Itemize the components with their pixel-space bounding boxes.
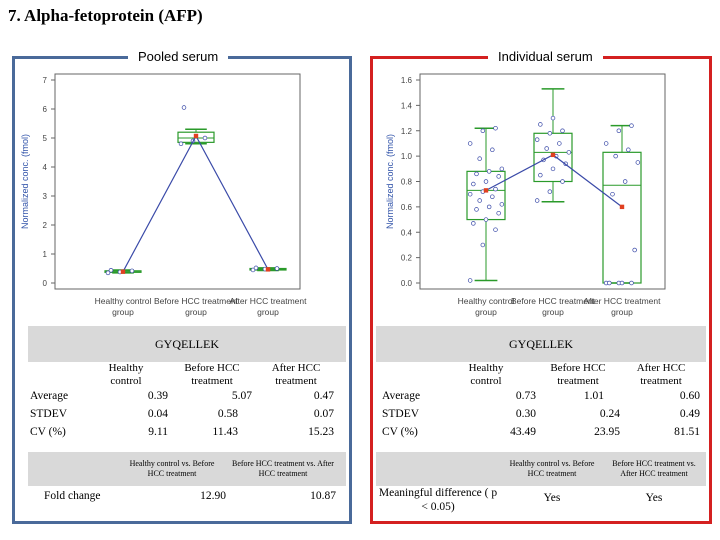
individual-point-2-7 bbox=[623, 180, 627, 184]
right-header-healthy: Healthy control bbox=[468, 362, 504, 387]
individual-point-1-3 bbox=[538, 173, 542, 177]
individual-point-1-11 bbox=[535, 138, 539, 142]
right-average-before: 1.01 bbox=[583, 390, 604, 402]
left-stdev-healthy: 0.04 bbox=[147, 408, 168, 420]
individual-point-1-0 bbox=[535, 199, 539, 203]
individual-point-0-7 bbox=[487, 205, 491, 209]
left-compare-label: Fold change bbox=[44, 490, 101, 502]
individual-point-1-1 bbox=[548, 190, 552, 194]
pooled-ytick-label-1: 1 bbox=[42, 250, 47, 259]
right-row-stdev: STDEV bbox=[382, 408, 420, 420]
individual-point-0-1 bbox=[481, 243, 485, 247]
left-cv-before: 11.43 bbox=[212, 426, 238, 438]
right-header-after: After HCC treatment bbox=[636, 362, 686, 387]
left-row-stdev: STDEV bbox=[30, 408, 68, 420]
right-difference-1: Yes bbox=[543, 492, 561, 504]
individual-xlabel-2-a: After HCC treatment bbox=[583, 296, 661, 306]
right-row-average: Average bbox=[382, 390, 421, 402]
right-stdev-after: 0.49 bbox=[679, 408, 700, 420]
individual-point-2-2 bbox=[630, 281, 634, 285]
pooled-point-0-3 bbox=[109, 268, 113, 272]
left-peptide-label: GYQELLEK bbox=[155, 337, 219, 351]
left-foldchange-2: 10.87 bbox=[310, 490, 336, 502]
individual-xlabel-0-b: group bbox=[475, 307, 497, 317]
individual-point-2-10 bbox=[626, 148, 630, 152]
individual-point-0-4 bbox=[484, 218, 488, 222]
left-header-after: After HCC treatment bbox=[271, 362, 321, 387]
left-row-cv: CV (%) bbox=[30, 426, 66, 438]
pooled-ytick-label-7: 7 bbox=[42, 76, 47, 85]
pooled-point-0-2 bbox=[130, 269, 134, 273]
right-cv-before: 23.95 bbox=[594, 426, 620, 438]
individual-point-0-6 bbox=[475, 208, 479, 212]
individual-xlabel-1-b: group bbox=[542, 307, 564, 317]
individual-point-1-15 bbox=[551, 116, 555, 120]
individual-ylabel: Normalized conc. (fmol) bbox=[385, 133, 395, 230]
left-compare-header-2: Before HCC treatment vs. After HCC treatment bbox=[232, 459, 334, 478]
individual-point-0-19 bbox=[500, 167, 504, 171]
right-stdev-healthy: 0.30 bbox=[515, 408, 536, 420]
pooled-ytick-label-5: 5 bbox=[42, 134, 47, 143]
left-average-healthy: 0.39 bbox=[147, 390, 168, 402]
right-average-after: 0.60 bbox=[679, 390, 700, 402]
left-stdev-before: 0.58 bbox=[217, 408, 238, 420]
pooled-xlabel-1-a: Before HCC treatment bbox=[153, 296, 239, 306]
pooled-serum-label: Pooled serum bbox=[128, 49, 228, 64]
individual-point-0-18 bbox=[487, 169, 491, 173]
pooled-mean-marker-0 bbox=[121, 269, 125, 273]
pooled-mean-line bbox=[123, 136, 268, 272]
pooled-xlabel-2-a: After HCC treatment bbox=[229, 296, 307, 306]
individual-point-0-22 bbox=[468, 142, 472, 146]
individual-ytick-label-5: 1.0 bbox=[400, 152, 412, 162]
individual-point-0-0 bbox=[468, 279, 472, 283]
individual-point-2-9 bbox=[614, 154, 618, 158]
individual-point-2-13 bbox=[630, 124, 634, 128]
individual-point-0-5 bbox=[497, 211, 501, 215]
individual-ytick-label-8: 1.6 bbox=[400, 76, 412, 85]
pooled-xlabel-1-b: group bbox=[185, 307, 207, 317]
individual-mean-line bbox=[486, 155, 622, 207]
individual-point-1-4 bbox=[551, 167, 555, 171]
left-average-before: 5.07 bbox=[231, 390, 252, 402]
right-peptide-label: GYQELLEK bbox=[509, 337, 573, 351]
individual-point-0-15 bbox=[484, 180, 488, 184]
individual-point-0-24 bbox=[494, 126, 498, 130]
individual-point-2-6 bbox=[611, 192, 615, 196]
pooled-plot-area bbox=[55, 74, 300, 289]
individual-xlabel-2-b: group bbox=[611, 307, 633, 317]
left-cv-after: 15.23 bbox=[308, 426, 334, 438]
individual-point-1-8 bbox=[567, 150, 571, 154]
pooled-point-1-0 bbox=[179, 142, 183, 146]
individual-mean-marker-2 bbox=[620, 205, 624, 209]
pooled-xlabel-0-b: group bbox=[112, 307, 134, 317]
individual-point-0-21 bbox=[490, 148, 494, 152]
individual-point-0-11 bbox=[468, 192, 472, 196]
individual-point-0-10 bbox=[490, 195, 494, 199]
pooled-ytick-label-3: 3 bbox=[42, 192, 47, 201]
individual-point-0-3 bbox=[471, 221, 475, 225]
right-cv-healthy: 43.49 bbox=[510, 426, 536, 438]
pooled-point-2-2 bbox=[275, 267, 279, 271]
individual-ytick-label-6: 1.2 bbox=[400, 126, 412, 136]
left-header-healthy: Healthy control bbox=[108, 362, 144, 387]
individual-point-1-10 bbox=[557, 142, 561, 146]
individual-point-1-14 bbox=[538, 123, 542, 127]
pooled-point-1-3 bbox=[182, 106, 186, 110]
pooled-ytick-label-0: 0 bbox=[42, 279, 47, 288]
pooled-xlabel-2-b: group bbox=[257, 307, 279, 317]
individual-xlabel-1-a: Before HCC treatment bbox=[510, 296, 596, 306]
individual-ytick-label-4: 0.8 bbox=[400, 177, 412, 187]
right-compare-label: Meaningful difference ( p < 0.05) bbox=[378, 487, 498, 513]
individual-point-2-11 bbox=[604, 142, 608, 146]
individual-point-0-16 bbox=[497, 175, 501, 179]
individual-mean-marker-0 bbox=[484, 188, 488, 192]
pooled-ytick-label-6: 6 bbox=[42, 105, 47, 114]
right-cv-after: 81.51 bbox=[674, 426, 700, 438]
pooled-point-2-3 bbox=[254, 266, 258, 270]
individual-serum-label: Individual serum bbox=[488, 49, 603, 64]
page-title: 7. Alpha-fetoprotein (AFP) bbox=[8, 6, 203, 25]
right-difference-2: Yes bbox=[645, 492, 663, 504]
left-row-average: Average bbox=[30, 390, 69, 402]
individual-mean-marker-1 bbox=[551, 153, 555, 157]
pooled-mean-marker-2 bbox=[266, 267, 270, 271]
individual-point-2-4 bbox=[620, 281, 624, 285]
individual-point-1-2 bbox=[561, 180, 565, 184]
individual-point-0-14 bbox=[471, 182, 475, 186]
pooled-point-1-2 bbox=[203, 136, 207, 140]
left-foldchange-1: 12.90 bbox=[200, 490, 226, 502]
individual-point-0-13 bbox=[494, 187, 498, 191]
individual-point-0-9 bbox=[478, 199, 482, 203]
individual-point-0-23 bbox=[481, 129, 485, 133]
individual-point-2-12 bbox=[617, 129, 621, 133]
left-stdev-after: 0.07 bbox=[313, 408, 334, 420]
pooled-mean-marker-1 bbox=[194, 134, 198, 138]
individual-point-1-12 bbox=[548, 131, 552, 135]
individual-point-0-17 bbox=[475, 172, 479, 176]
left-compare-header-1: Healthy control vs. Before HCC treatment bbox=[129, 459, 215, 478]
individual-xlabel-0-a: Healthy control bbox=[457, 296, 515, 306]
pooled-ytick-label-2: 2 bbox=[42, 221, 47, 230]
individual-ytick-label-1: 0.2 bbox=[400, 253, 412, 263]
individual-point-2-5 bbox=[633, 248, 637, 252]
individual-point-1-13 bbox=[561, 129, 565, 133]
left-average-after: 0.47 bbox=[313, 390, 334, 402]
individual-box-2 bbox=[603, 152, 641, 283]
individual-ytick-label-3: 0.6 bbox=[400, 202, 412, 212]
individual-point-0-20 bbox=[478, 157, 482, 161]
individual-point-0-8 bbox=[500, 202, 504, 206]
right-average-healthy: 0.73 bbox=[515, 390, 536, 402]
individual-ytick-label-0: 0.0 bbox=[400, 279, 412, 288]
right-compare-header-2: Before HCC treatment vs. After HCC treatment bbox=[612, 459, 696, 478]
individual-ytick-label-7: 1.4 bbox=[400, 101, 412, 111]
left-cv-healthy: 9.11 bbox=[148, 426, 168, 438]
pooled-ytick-label-4: 4 bbox=[42, 163, 47, 172]
individual-ytick-label-2: 0.4 bbox=[400, 228, 412, 238]
right-stdev-before: 0.24 bbox=[599, 408, 620, 420]
pooled-xlabel-0-a: Healthy control bbox=[94, 296, 152, 306]
individual-point-1-9 bbox=[545, 147, 549, 151]
individual-point-2-8 bbox=[636, 161, 640, 165]
left-header-before: Before HCC treatment bbox=[184, 362, 240, 387]
individual-point-0-2 bbox=[494, 228, 498, 232]
individual-point-2-3 bbox=[607, 281, 611, 285]
right-compare-header-1: Healthy control vs. Before HCC treatment bbox=[509, 459, 595, 478]
right-header-before: Before HCC treatment bbox=[550, 362, 606, 387]
right-row-cv: CV (%) bbox=[382, 426, 418, 438]
pooled-ylabel: Normalized conc. (fmol) bbox=[20, 133, 30, 230]
